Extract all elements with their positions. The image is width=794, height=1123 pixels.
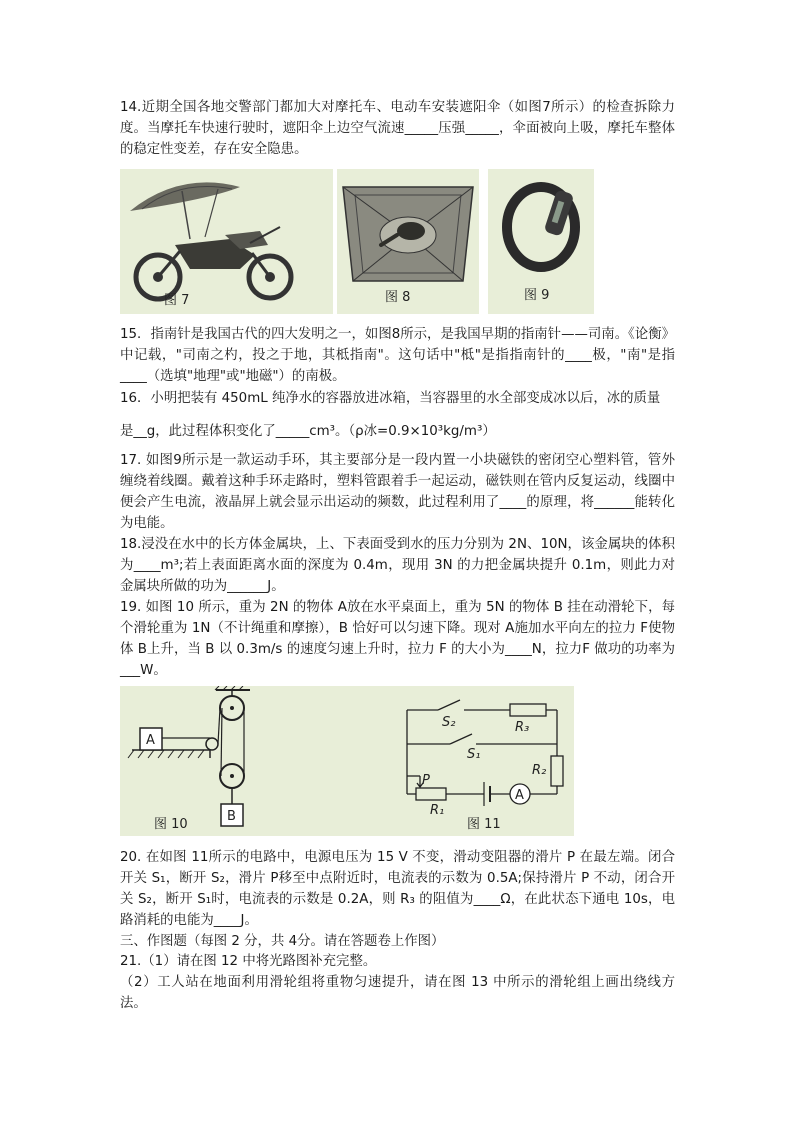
label-r1: R₁ [430, 803, 445, 818]
question-20: 20. 在如图 11所示的电路中，电源电压为 15 V 不变，滑动变阻器的滑片 P 在最左端。闭合开关 S₁，断开 S₂，滑片 P移至中点附近时，电流表的示数为 0.5A;保持滑片 P 不动，闭合开关 S₂，断开 S₁时，电流表的示数是 0.2A，则 R₃ 的阻值为____Ω，在此状态下通电 10s，电路消耗的电能为____J。 [120, 850, 675, 928]
figure-9-caption: 图 9 [524, 288, 550, 303]
figure-8-caption: 图 8 [385, 290, 411, 305]
block-b-label: B [227, 809, 236, 824]
figure-9 [488, 169, 594, 314]
figure-11-labels [422, 715, 546, 832]
section-3-heading: 三、作图题（每图 2 分，共 4分。请在答题卷上作图） [120, 934, 445, 949]
label-r3: R₃ [515, 720, 530, 735]
figure-11-caption: 图 11 [467, 817, 501, 832]
label-r2: R₂ [532, 763, 547, 778]
figure-7-caption: 图 7 [164, 293, 190, 308]
question-21-part-2: （2）工人站在地面利用滑轮组将重物匀速提升，请在图 13 中所示的滑轮组上画出绕线方法。 [120, 975, 675, 1011]
label-p: P [422, 773, 430, 788]
question-19: 19. 如图 10 所示，重为 2N 的物体 A放在水平桌面上，重为 5N 的物体 B 挂在动滑轮下，每个滑轮重为 1N（不计绳重和摩擦），B 恰好可以匀速下降。现对 A施加水平向左的拉力 F使物体 B上升，当 B 以 0.3m/s 的速度匀速上升时，拉力 F 的大小为____N，拉力F 做功的功率为___W。 [120, 600, 675, 678]
block-a-label: A [146, 733, 155, 748]
question-18: 18.浸没在水中的长方体金属块，上、下表面受到水的压力分别为 2N、10N，该金属块的体积为____m³;若上表面距离水面的深度为 0.4m，现用 3N 的力把金属块提升 0.1m，则此力对金属块所做的功为______J。 [120, 537, 675, 594]
question-16-line-1: 16．小明把装有 450mL 纯净水的容器放进冰箱，当容器里的水全部变成冰以后，冰的质量 [120, 391, 661, 406]
question-14: 14.近期全国各地交警部门都加大对摩托车、电动车安装遮阳伞（如图7所示）的检查拆除力度。当摩托车快速行驶时，遮阳伞上边空气流速_____压强_____，伞面被向上吸，摩托车整体的稳定性变差，存在安全隐患。 [120, 100, 675, 157]
figures-10-11 [120, 686, 574, 836]
figure-10-caption: 图 10 [154, 817, 188, 832]
question-16-line-2: 是__g，此过程体积变化了_____cm³。（ρ冰=0.9×10³kg/m³） [120, 424, 496, 439]
label-s1: S₁ [467, 747, 481, 762]
figure-8 [337, 169, 479, 314]
question-17: 17. 如图9所示是一款运动手环，其主要部分是一段内置一小块磁铁的密闭空心塑料管，管外缠绕着线圈。戴着这种手环走路时，塑料管跟着手一起运动，磁铁则在管内反复运动，线圈中便会产生电流，液晶屏上就会显示出运动的频数，此过程利用了____的原理，将______能转化为电能。 [120, 453, 675, 531]
figure-10-diagram [128, 686, 250, 832]
figure-11-circuit [407, 700, 563, 806]
question-15: 15．指南针是我国古代的四大发明之一，如图8所示，是我国早期的指南针——司南。《论衡》中记载，"司南之杓，投之于地，其柢指南"。这句话中"柢"是指指南针的____极，"南"是指____（选填"地理"或"地磁"）的南极。 [120, 327, 675, 384]
ammeter-label: A [515, 788, 524, 803]
label-s2: S₂ [442, 715, 456, 730]
question-21-part-1: 21.（1）请在图 12 中将光路图补充完整。 [120, 954, 377, 969]
figure-7 [120, 169, 333, 314]
